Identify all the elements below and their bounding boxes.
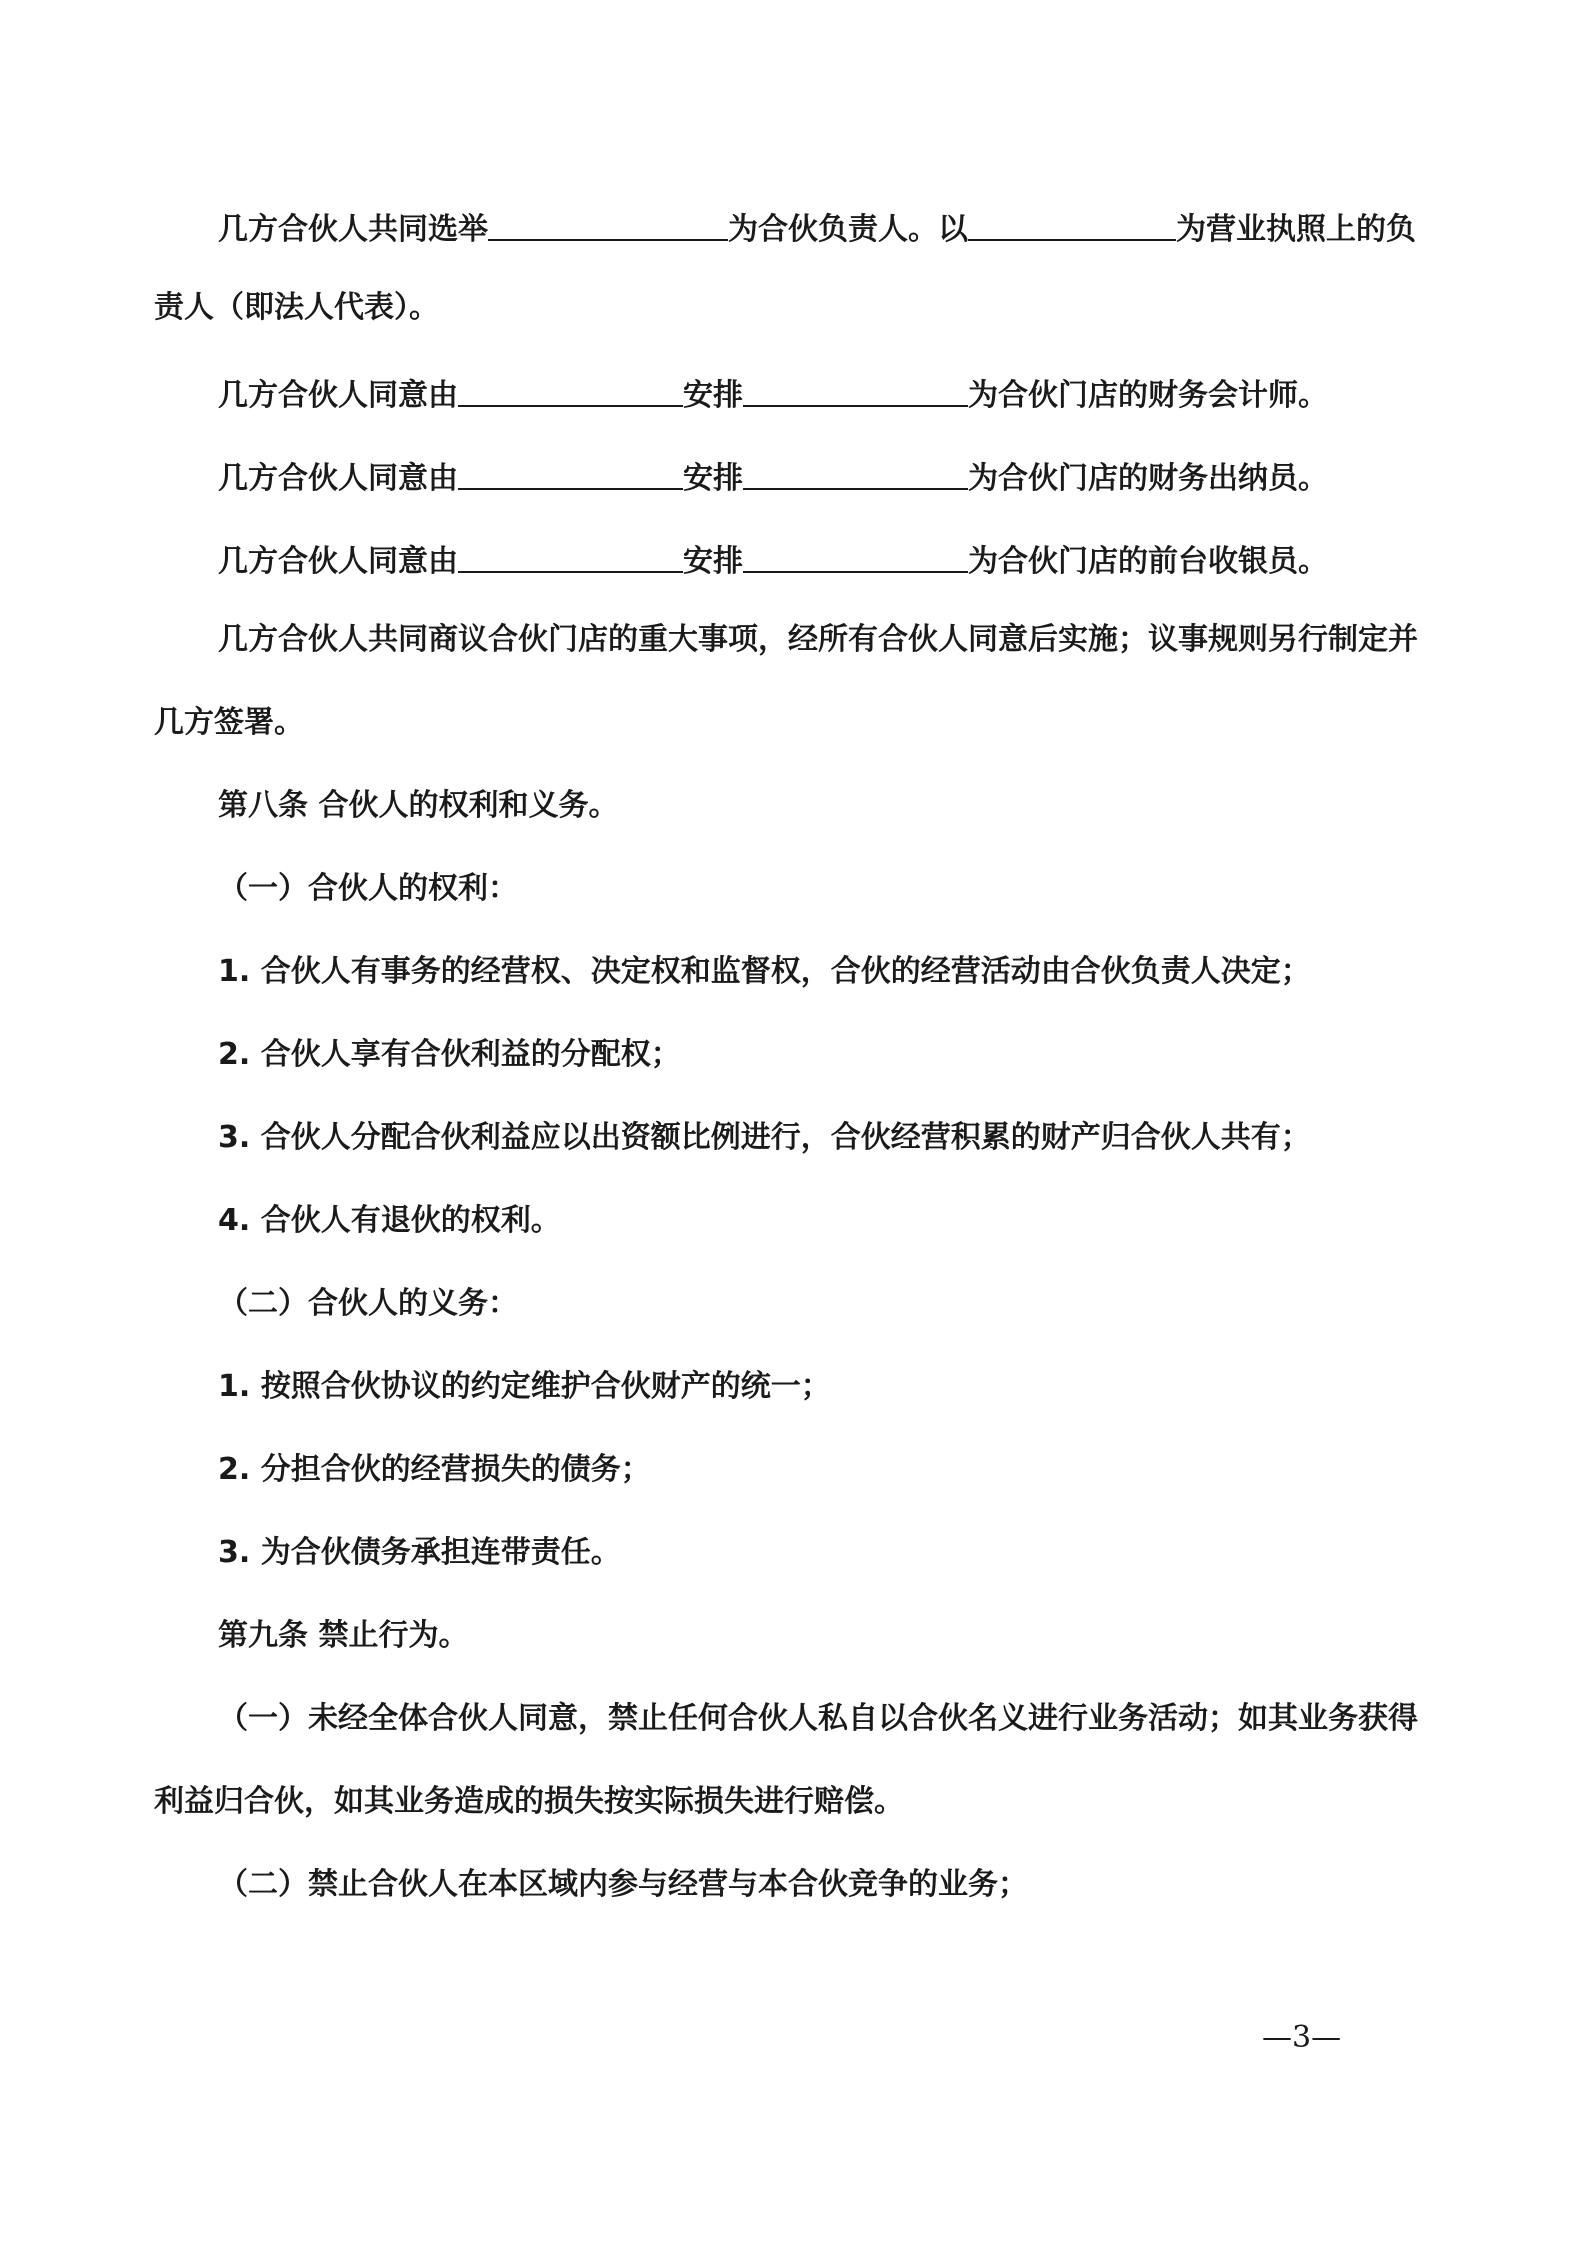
text-segment: 为合伙门店的前台收银员。 [968, 544, 1328, 579]
text-segment: 为合伙负责人。以 [728, 212, 968, 247]
rights-item: 3. 合伙人分配合伙利益应以出资额比例进行，合伙经营积累的财产归合伙人共有； [218, 1120, 1311, 1155]
paragraph-legal-representative [0, 205, 1586, 250]
text-segment: 几方合伙人同意由 [218, 461, 458, 496]
paragraph-front-desk [0, 537, 1586, 582]
duties-heading: （二）合伙人的义务： [218, 1286, 518, 1321]
text-segment: 为合伙门店的财务出纳员。 [968, 461, 1328, 496]
fill-in-blank[interactable] [743, 371, 968, 407]
paragraph-cashier [0, 454, 1586, 499]
rights-item: 1. 合伙人有事务的经营权、决定权和监督权，合伙的经营活动由合伙负责人决定； [218, 954, 1311, 989]
prohibition-item: （一）未经全体合伙人同意，禁止任何合伙人私自以合伙名义进行业务活动；如其业务获得 [218, 1701, 1418, 1736]
prohibition-item: （二）禁止合伙人在本区域内参与经营与本合伙竞争的业务； [218, 1867, 1028, 1902]
text-segment: 安排 [683, 378, 743, 413]
text-segment: 安排 [683, 544, 743, 579]
fill-in-blank[interactable] [458, 454, 683, 490]
text-segment: 为合伙门店的财务会计师。 [968, 378, 1328, 413]
fill-in-blank[interactable] [743, 454, 968, 490]
fill-in-blank[interactable] [458, 537, 683, 573]
paragraph-continuation: 责人（即法人代表）。 [154, 290, 439, 325]
fill-in-blank[interactable] [488, 205, 728, 241]
text-segment: 为营业执照上的负 [1176, 212, 1416, 247]
paragraph-continuation: 利益归合伙，如其业务造成的损失按实际损失进行赔偿。 [154, 1784, 904, 1819]
paragraph-continuation: 几方签署。 [154, 705, 304, 740]
article-9-heading: 第九条 禁止行为。 [218, 1618, 469, 1653]
duties-item: 1. 按照合伙协议的约定维护合伙财产的统一； [218, 1369, 831, 1404]
fill-in-blank[interactable] [743, 537, 968, 573]
text-segment: 安排 [683, 461, 743, 496]
text-segment: 几方合伙人同意由 [218, 544, 458, 579]
fill-in-blank[interactable] [458, 371, 683, 407]
paragraph-accountant [0, 371, 1586, 416]
rights-item: 4. 合伙人有退伙的权利。 [218, 1203, 561, 1238]
duties-item: 3. 为合伙债务承担连带责任。 [218, 1535, 621, 1570]
text-segment: 几方合伙人同意由 [218, 378, 458, 413]
page-number: —3— [1262, 2020, 1342, 2055]
article-8-heading: 第八条 合伙人的权利和义务。 [218, 788, 619, 823]
text-segment: 几方合伙人共同选举 [218, 212, 488, 247]
duties-item: 2. 分担合伙的经营损失的债务； [218, 1452, 651, 1487]
fill-in-blank[interactable] [968, 205, 1176, 241]
rights-item: 2. 合伙人享有合伙利益的分配权； [218, 1037, 681, 1072]
paragraph-major-matters: 几方合伙人共同商议合伙门店的重大事项，经所有合伙人同意后实施；议事规则另行制定并 [218, 622, 1418, 657]
rights-heading: （一）合伙人的权利： [218, 871, 518, 906]
